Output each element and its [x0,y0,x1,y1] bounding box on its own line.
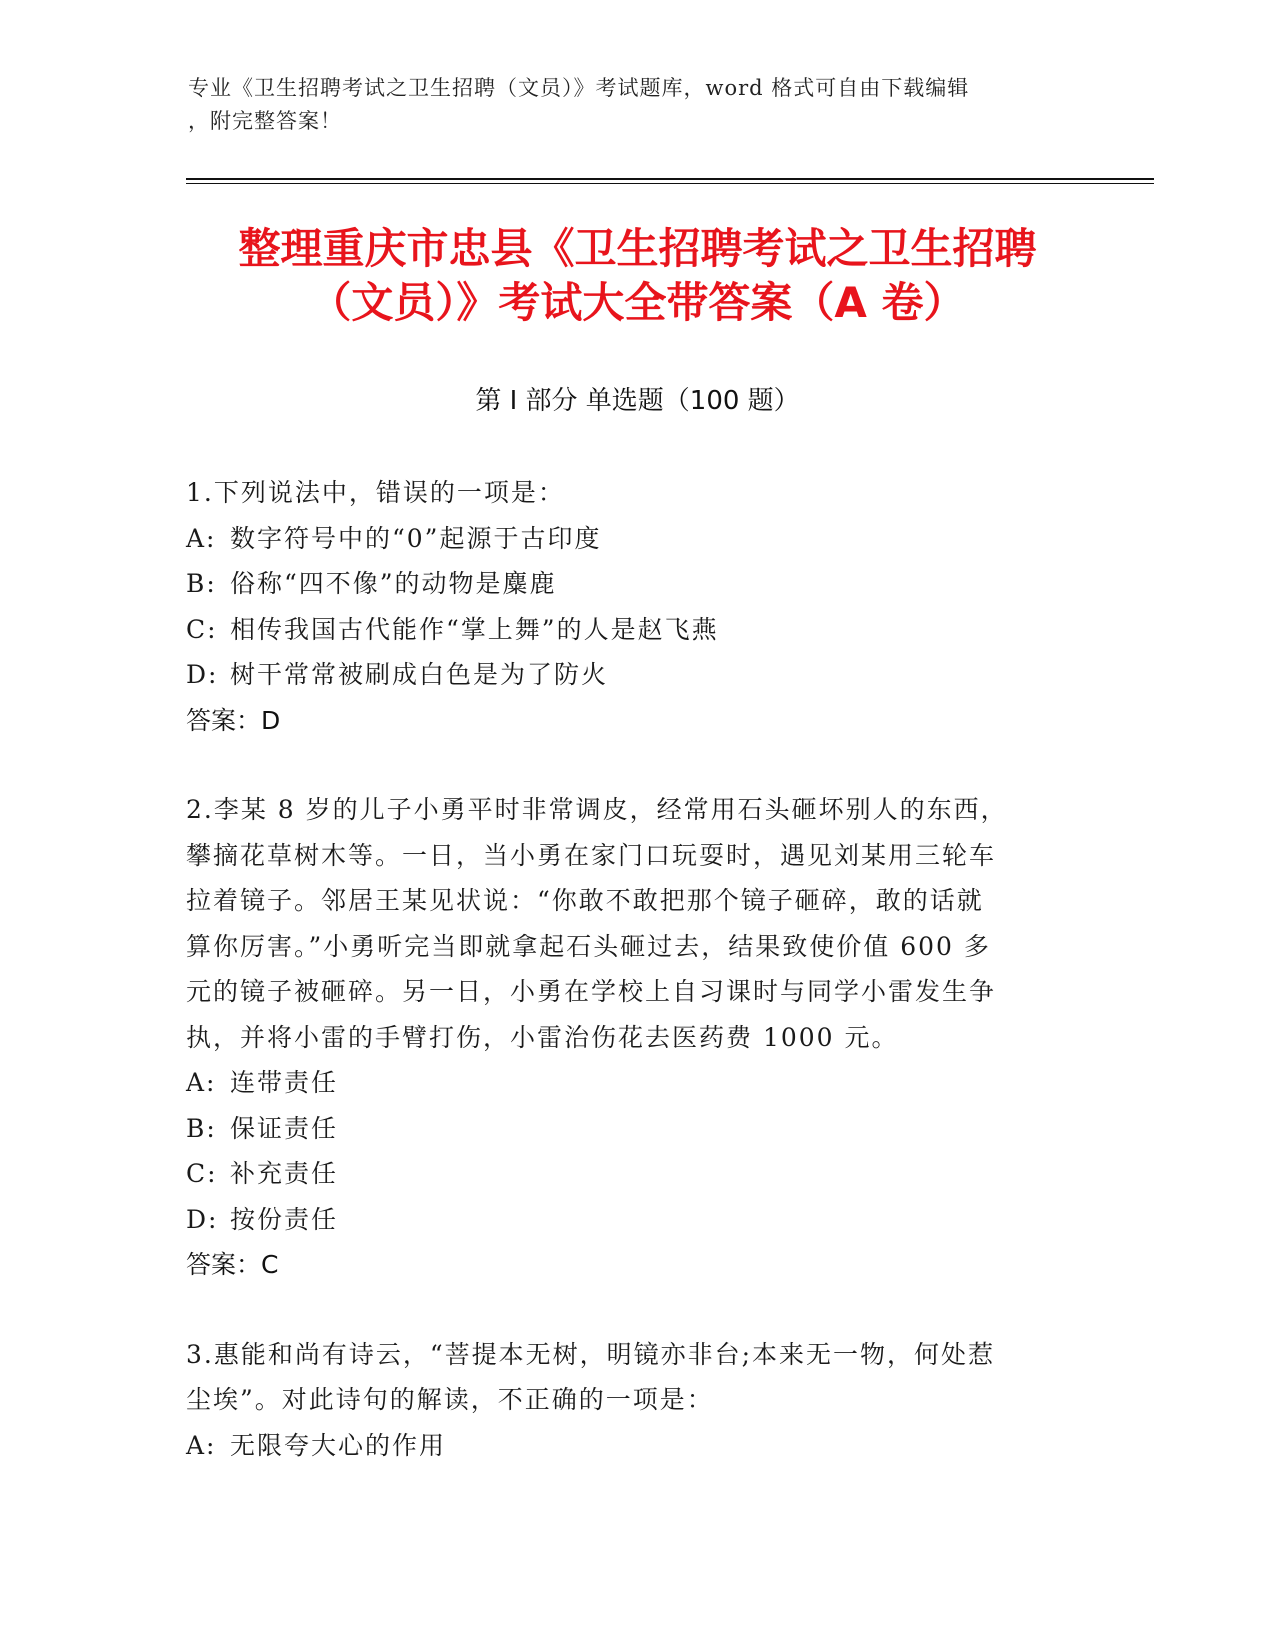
question-3-stem-line-2: 尘埃”。对此诗句的解读，不正确的一项是： [186,1385,714,1414]
document-title-line-1: 整理重庆市忠县《卫生招聘考试之卫生招聘 [238,224,1037,273]
answer-prefix: 答案： [186,705,262,735]
option-text: 补充责任 [230,1159,339,1188]
option-text: 连带责任 [230,1068,339,1097]
option-text: 保证责任 [230,1113,339,1143]
question-2-answer [186,1242,1086,1288]
document-title-line-2: （文员）》考试大全带答案（A 卷） [309,278,966,327]
header-note-line-1: 专业《卫生招聘考试之卫生招聘（文员）》考试题库，word 格式可自由下载编辑 [188,76,970,100]
option-letter: B: [186,569,217,598]
header-note-line-2: ，附完整答案！ [188,109,342,133]
question-2-stem-line-6: 执，并将小雷的手臂打伤，小雷治伤花去医药费 1000 元。 [186,1022,899,1052]
option-letter: B: [186,1113,217,1143]
question-1-option-a [186,516,1086,562]
question-1-option-d [186,652,1086,698]
option-letter: C: [186,1159,218,1188]
option-text: 树干常常被刷成白色是为了防火 [230,660,609,689]
option-letter: A: [186,1068,217,1097]
question-list [186,470,1086,1512]
question-1 [186,470,1086,743]
question-2-stem-line-3: 拉着镜子。邻居王某见状说：“你敢不敢把那个镜子砸碎，敢的话就 [186,886,984,915]
question-2-option-b [186,1106,1086,1152]
answer-value: C [261,1250,279,1279]
question-3 [186,1332,1086,1469]
question-1-answer [186,698,1086,744]
option-letter: C: [186,614,218,644]
question-2-stem-line-1: 2.李某 8 岁的儿子小勇平时非常调皮，经常用石头砸坏别人的东西， [186,795,1008,824]
question-3-option-a [186,1423,1086,1469]
section-title: 第 I 部分 单选题（100 题） [475,386,800,416]
question-3-stem-line-1: 3.惠能和尚有诗云，“菩提本无树，明镜亦非台;本来无一物，何处惹 [186,1339,996,1369]
question-2-option-a [186,1060,1086,1106]
question-1-option-b [186,561,1086,607]
question-2 [186,787,1086,1288]
option-text: 数字符号中的“0”起源于古印度 [230,523,602,553]
option-letter: D: [186,660,219,689]
header-rule-thin [186,183,1154,184]
question-1-option-c [186,607,1086,653]
answer-prefix: 答案： [186,1250,262,1279]
option-letter: A: [186,523,217,553]
question-1-stem: 1.下列说法中，错误的一项是： [186,478,565,507]
document-title [150,222,1125,330]
option-text: 按份责任 [230,1204,339,1234]
question-2-stem-line-5: 元的镜子被砸碎。另一日，小勇在学校上自习课时与同学小雷发生争 [186,977,997,1006]
question-2-stem-line-4: 算你厉害。”小勇听完当即就拿起石头砸过去，结果致使价值 600 多 [186,931,991,961]
option-text: 俗称“四不像”的动物是麋鹿 [230,569,557,598]
option-letter: A: [186,1430,217,1460]
question-2-stem-line-2: 攀摘花草树木等。一日，当小勇在家门口玩耍时，遇见刘某用三轮车 [186,840,997,870]
answer-value: D [261,705,281,735]
option-text: 无限夸大心的作用 [230,1430,447,1460]
header-rule-thick [186,178,1154,180]
option-text: 相传我国古代能作“掌上舞”的人是赵飞燕 [230,614,719,644]
option-letter: D: [186,1204,219,1234]
header-note [188,72,1068,138]
question-2-option-c [186,1151,1086,1197]
question-2-option-d [186,1197,1086,1243]
